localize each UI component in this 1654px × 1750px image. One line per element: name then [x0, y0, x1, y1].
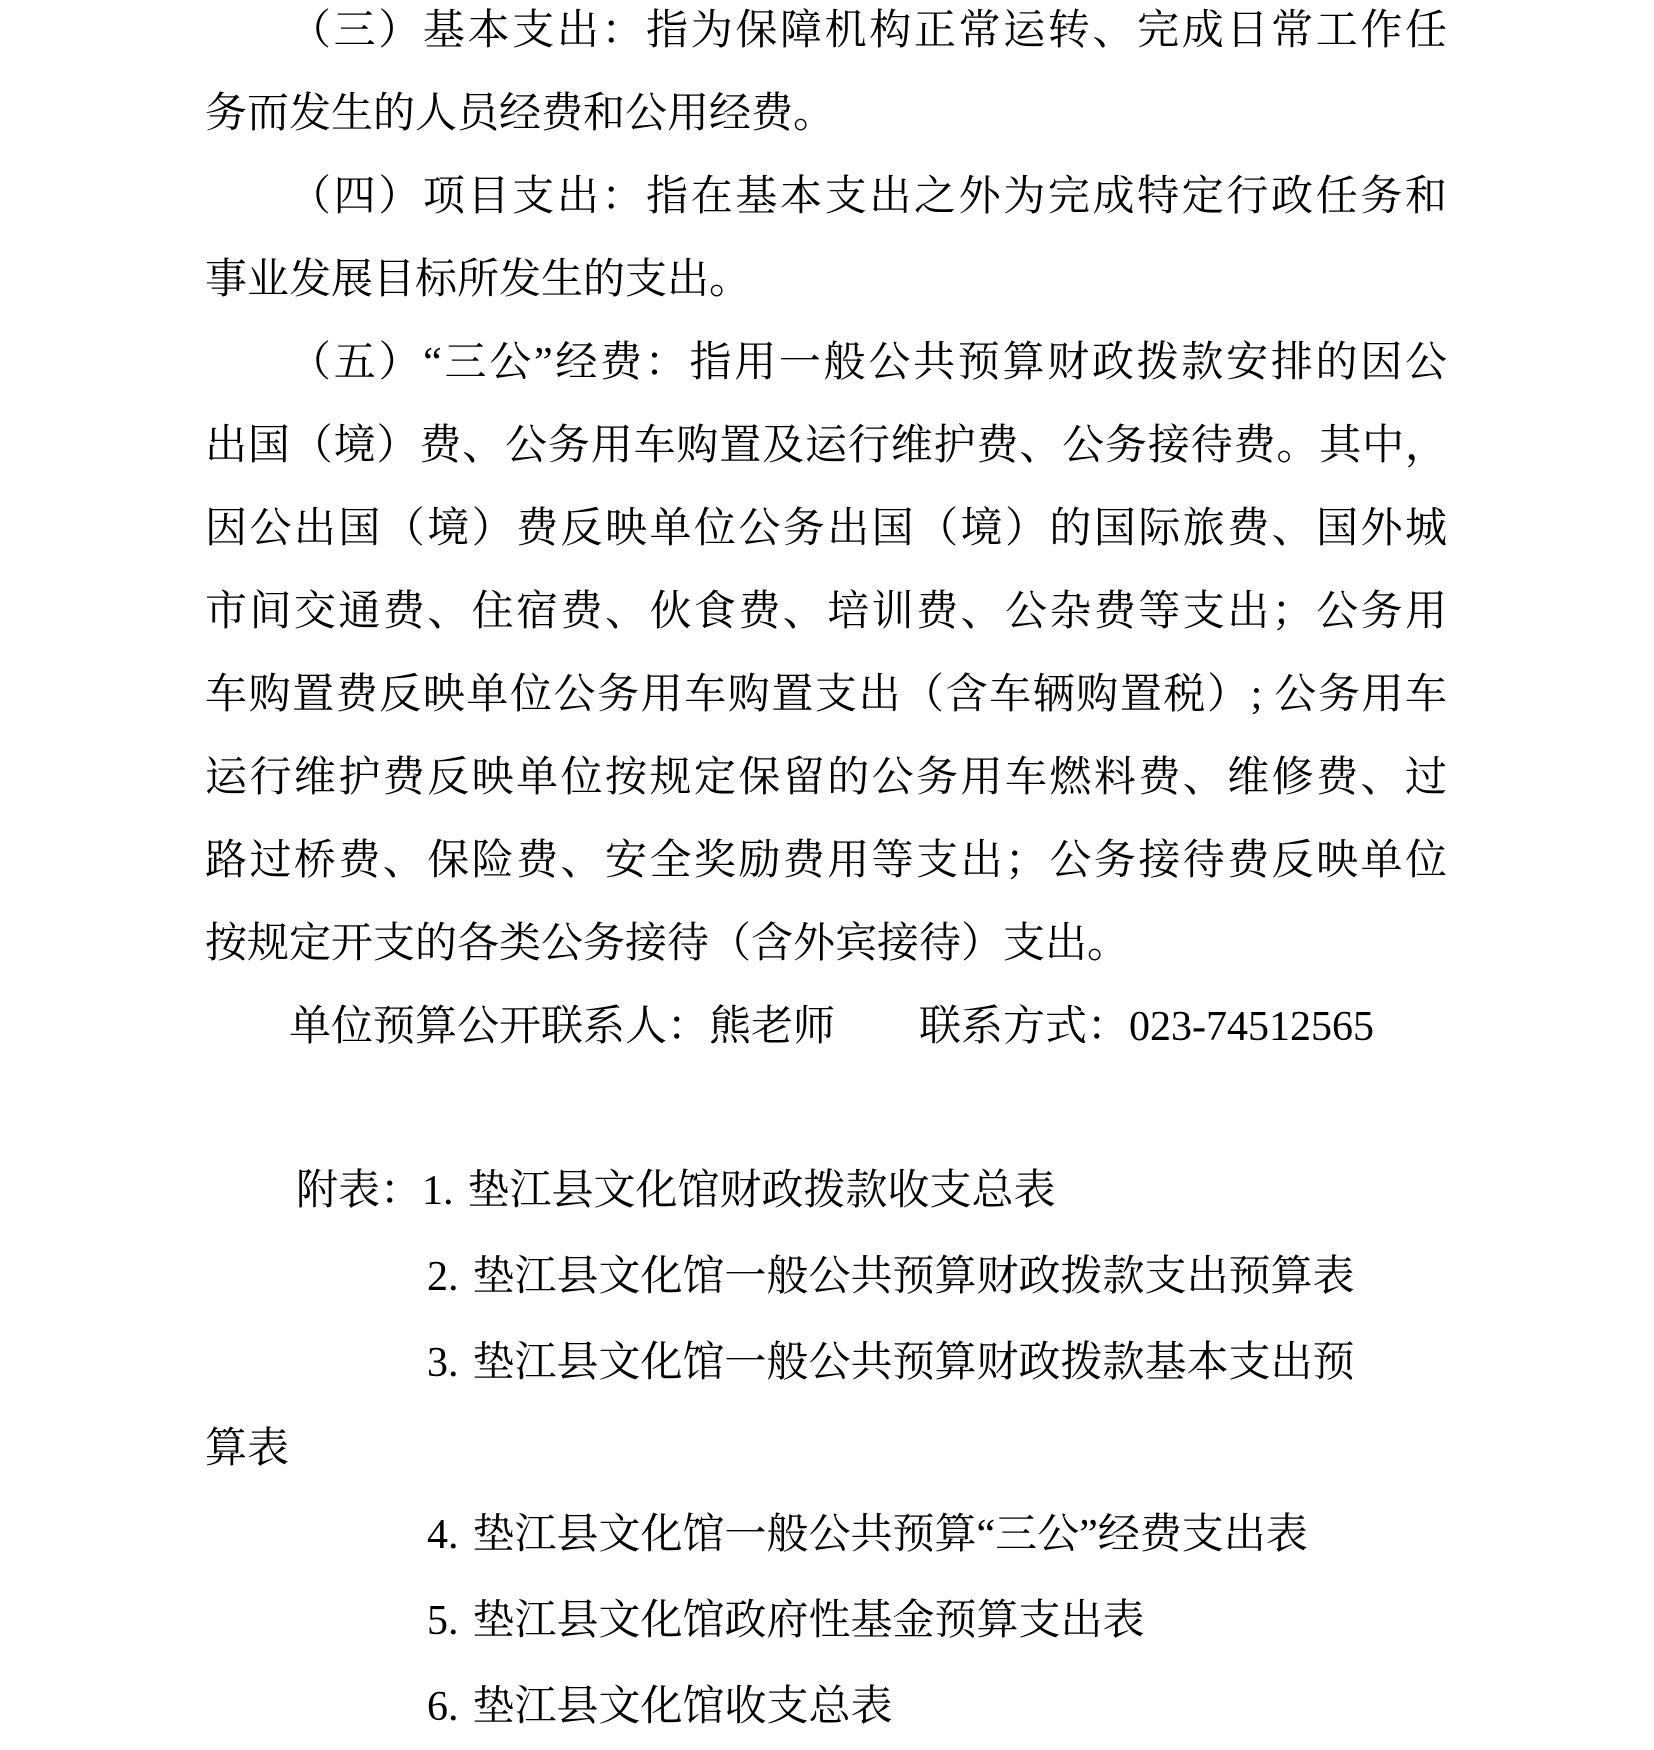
attachment-1-title: 垫江县文化馆财政拨款收支总表: [467, 1168, 1056, 1214]
contact-person: 熊老师: [709, 1004, 836, 1050]
attachment-6-number: 6.: [427, 1684, 459, 1730]
attachment-3-title-line-1: 垫江县文化馆一般公共预算财政拨款基本支出预: [472, 1340, 1355, 1386]
attachment-4-title: 垫江县文化馆一般公共预算“三公”经费支出表: [472, 1512, 1308, 1558]
blank-line: [205, 1069, 1447, 1148]
contact-label: 单位预算公开联系人：: [289, 1004, 710, 1050]
attachment-item-1: [205, 1148, 1447, 1234]
para-basic-expenditure-line-2: 务而发生的人员经费和公用经费。: [205, 91, 836, 137]
attachment-4-number: 4.: [427, 1512, 459, 1558]
para-three-public-line-6: 运行维护费反映单位按规定保留的公务用车燃料费、维修费、过: [205, 755, 1447, 801]
attachment-item-5: [205, 1578, 1447, 1664]
contact-method-label: 联系方式：: [919, 1004, 1130, 1050]
attachment-item-3-continuation: 算表: [205, 1426, 290, 1472]
attachment-item-4: [205, 1492, 1447, 1578]
attachment-5-title: 垫江县文化馆政府性基金预算支出表: [472, 1598, 1145, 1644]
attachment-3-number: 3.: [427, 1340, 459, 1386]
para-three-public-line-5: 车购置费反映单位公务用车购置支出（含车辆购置税）; 公务用车: [205, 672, 1447, 718]
para-three-public-line-1: （五）“三公”经费：指用一般公共预算财政拨款安排的因公: [289, 340, 1447, 386]
attachment-5-number: 5.: [427, 1598, 459, 1644]
attachment-item-3: [205, 1320, 1447, 1406]
attachments-label: 附表：: [296, 1168, 423, 1214]
attachment-1-number: 1.: [422, 1168, 454, 1214]
para-three-public-line-3: 因公出国（境）费反映单位公务出国（境）的国际旅费、国外城: [205, 506, 1447, 552]
attachment-2-number: 2.: [427, 1254, 459, 1300]
attachment-item-2: [205, 1234, 1447, 1320]
para-three-public-line-8: 按规定开支的各类公务接待（含外宾接待）支出。: [205, 921, 1130, 967]
attachment-item-6: [205, 1664, 1447, 1750]
attachment-6-title: 垫江县文化馆收支总表: [472, 1684, 893, 1730]
para-three-public-line-4: 市间交通费、住宿费、伙食费、培训费、公杂费等支出；公务用: [205, 589, 1447, 635]
para-project-expenditure-line-1: （四）项目支出：指在基本支出之外为完成特定行政任务和: [289, 174, 1447, 220]
para-project-expenditure-line-2: 事业发展目标所发生的支出。: [205, 257, 752, 303]
para-three-public-line-7: 路过桥费、保险费、安全奖励费用等支出；公务接待费反映单位: [205, 838, 1447, 884]
attachment-2-title: 垫江县文化馆一般公共预算财政拨款支出预算表: [472, 1254, 1355, 1300]
contact-phone: 023-74512565: [1129, 1004, 1375, 1050]
para-basic-expenditure-line-1: （三）基本支出：指为保障机构正常运转、完成日常工作任: [289, 8, 1447, 54]
para-three-public-line-2: 出国（境）费、公务用车购置及运行维护费、公务接待费。其中，: [205, 423, 1447, 469]
contact-line: [205, 986, 1447, 1069]
